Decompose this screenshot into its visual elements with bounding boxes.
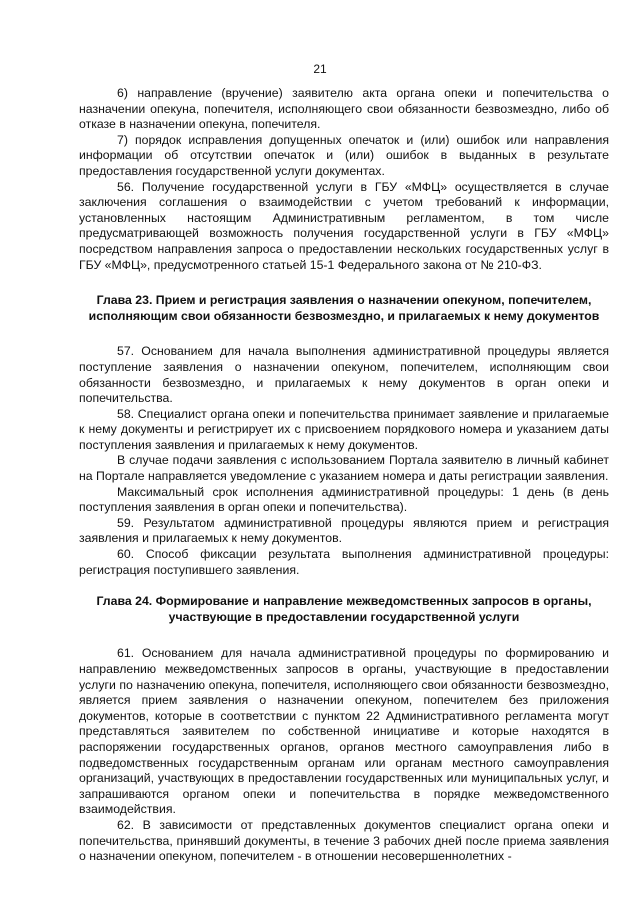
paragraph-59: 59. Результатом административной процедуры являются прием и регистрация заявления и прилагаемых к нему документов. bbox=[79, 515, 609, 546]
page-number: 21 bbox=[313, 62, 327, 76]
paragraph-max-term: Максимальный срок исполнения административной процедуры: 1 день (в день поступления заявления в орган опеки и попечительства). bbox=[79, 484, 609, 515]
paragraph-item-6: 6) направление (вручение) заявителю акта органа опеки и попечительства о назначении опекуна, попечителя, исполняющего свои обязанности безвозмездно, либо об отказе в назначении опекуна, попечителя. bbox=[79, 86, 609, 132]
paragraph-56: 56. Получение государственной услуги в ГБУ «МФЦ» осуществляется в случае заключения соглашения о взаимодействии с учетом требований к информации, установленных настоящим Административным регламентом, в том числе предусматривающей возможность получения государственной услуги в ГБУ «МФЦ» посредством направления запроса о предоставлении нескольких государственных услуг в ГБУ «МФЦ», предусмотренного статьей 15-1 Федерального закона от № 210-ФЗ. bbox=[79, 179, 609, 272]
paragraph-62: 62. В зависимости от представленных документов специалист органа опеки и попечительства, принявший документы, в течение 3 рабочих дней после приема заявления о назначении опекуном, попечителем - в отношении несовершеннолетних - bbox=[79, 817, 609, 864]
paragraph-60: 60. Способ фиксации результата выполнения административной процедуры: регистрация поступившего заявления. bbox=[79, 547, 609, 577]
chapter-23-heading: Глава 23. Прием и регистрация заявления о назначении опекуном, попечителем, исполняющим свои обязанности безвозмездно, и прилагаемых к нему документов bbox=[88, 293, 600, 323]
paragraph-portal-notice: В случае подачи заявления с использованием Портала заявителю в личный кабинет на Портале направляется уведомление с указанием номера и даты регистрации заявления. bbox=[79, 453, 609, 484]
paragraph-61: 61. Основанием для начала административной процедуры по формированию и направлению межведомственных запросов в органы, участвующие в предоставлении услуги по назначению опекуна, попечителя, исполняющего свои обязанности безвозмездно, является прием заявления о назначении опекуном, попечителем без приложения документов, которые в соответствии с пунктом 22 Административного регламента могут представляться заявителем по собственной инициативе и которые находятся в распоряжении государственных органов, органов местного самоуправления либо в подведомственных государственным органам или органам местного самоуправления организаций, участвующих в предоставлении государственных или муниципальных услуг, и запрашиваются органом опеки и попечительства в порядке межведомственного взаимодействия. bbox=[79, 646, 609, 817]
paragraph-item-7: 7) порядок исправления допущенных опечаток и (или) ошибок или направления информации об отсутствии опечаток и (или) ошибок в выданных в результате предоставления государственной услуги документах. bbox=[79, 132, 609, 178]
document-body bbox=[79, 86, 609, 865]
chapter-24-heading: Глава 24. Формирование и направление межведомственных запросов в органы, участвующие в предоставлении государственной услуги bbox=[96, 594, 592, 624]
paragraph-58: 58. Специалист органа опеки и попечительства принимает заявление и прилагаемые к нему документы и регистрирует их с присвоением порядкового номера и указанием даты поступления заявления и прилагаемых к нему документов. bbox=[79, 406, 609, 452]
paragraph-57: 57. Основанием для начала выполнения административной процедуры является поступление заявления о назначении опекуном, попечителем, исполняющим свои обязанности безвозмездно, и прилагаемых к нему документов в орган опеки и попечительства. bbox=[79, 344, 609, 406]
